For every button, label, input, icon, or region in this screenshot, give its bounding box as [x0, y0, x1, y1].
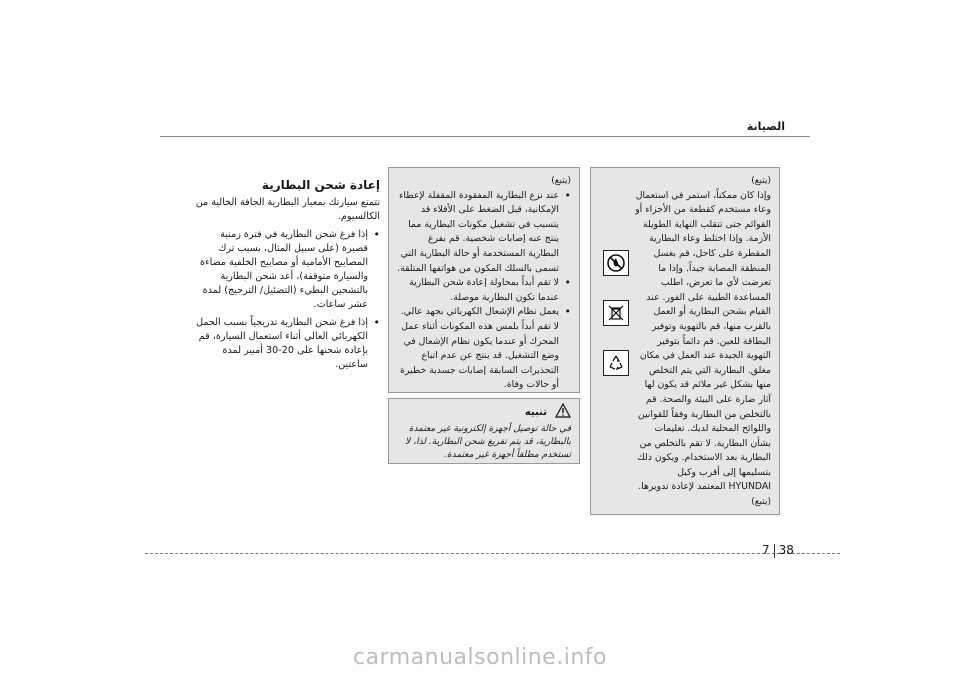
caution-title: تنبيه: [524, 406, 547, 418]
warning-item: • عند نزع البطارية المفقودة المقفلة لإعطاء الإمكانية، قبل الضغط على الأقلاء قد يتسبب في تشغيل مكونات البطارية مما ينتج عنه إصابات شخصية. قم بفرغ البطارية المستخدمة أو حالة البطارية التي تسمى بالسلك المكون من هواتفها المتلقة.: [397, 189, 571, 277]
page-number-separator: [774, 544, 775, 558]
page-header-title: الصيانة: [746, 120, 785, 133]
warning-item: • لا تقم أبداً بمحاولة إعادة شحن البطارية عندما تكون البطارية موصلة.: [397, 276, 571, 305]
continued-tag-top: (يتبع): [751, 176, 771, 186]
caution-text: في حالة توصيل أجهزة إلكترونية غير معتمدة بالبطارية، قد يتم تفريغ شحن البطارية. لذا، لا تستخدم مطلقاً أجهزة غير معتمدة.: [405, 424, 571, 460]
crossed-bin-icon: [603, 300, 629, 326]
warning-item: • يعمل نظام الإشعال الكهربائي بجهد عالي. لا تقم أبداً بلمس هذه المكونات أثناء عمل المحرك أو عندما يكون نظام الإشعال في وضع التشغيل. قد ينتج عن عدم اتباع التحذيرات السابقة إصابات جسدية خطيرة أو حالات وفاة.: [397, 305, 571, 393]
no-fire-icon: [603, 250, 629, 276]
header-divider: [160, 136, 810, 137]
caution-box: [388, 398, 580, 464]
warning-triangle-icon: [555, 403, 571, 421]
footer-divider: [145, 553, 840, 554]
env-icon-column: [599, 250, 629, 400]
recharge-item: • إذا فرغ شحن البطارية في فترة زمنية قصيرة (على سبيل المثال، بسبب ترك المصابيح الأمامية أو مصابيح الخلفية مضاءة والسيارة متوقفة)، أعد شحن البطارية بالتشحين البطيء (التضئيل/ الترجيج) لمدة عشر ساعات.: [195, 228, 380, 312]
section-title: إعادة شحن البطارية: [261, 178, 380, 192]
warning-list: [397, 189, 571, 393]
page-index: 38: [778, 543, 794, 557]
chapter-number: 7: [762, 543, 770, 557]
recharge-list: [195, 228, 380, 372]
recharge-item: • إذا فرغ شحن البطارية تدريجياً بسبب الحمل الكهربائي العالي أثناء استعمال السيارة، قم بإعادة شحنها على 20-30 أمبير لمدة ساعتين.: [195, 316, 380, 372]
recycle-icon: [603, 350, 629, 376]
page-number: [762, 543, 794, 558]
continued-tag: (يتبع): [551, 176, 571, 186]
watermark: carmanualsonline.info: [353, 645, 607, 670]
section-intro: تتمتع سيارتك بمعيار البطارية الجافة الخالية من الكالسيوم.: [195, 197, 380, 222]
battery-warning-box: [388, 167, 580, 393]
disposal-text: وإذا كان ممكناً، استمر في استعمال وعاء مستخدم كقطعة من الأجزاء أو القوائم حتى تتقلب النهاية الطويلة الأزمة. وإذا اختلط وعاء البطارية المقطرة على كاحل، قم بغسل المنطقة المصابة جيداً. وإذا ما تعرضت لأي ما تعرض، اطلب المساعدة الطبية على الفور. عند القيام بشحن البطارية أو العمل بالقرب منها، قم بالتهوية وتوفير البطاقة للعين. قم دائماً بتوفير التهوية الجيدة عند العمل في مكان مغلق. البطارية التي يتم التخلص منها بشكل غير ملائم قد يكون لها آثار ضارة على البيئة والصحة. قم بالتخلص من البطارية وفقاً للقوانين واللوائح المحلية لديك. تعليمات بشأن البطارية. لا تقم بالتخلص من البطارية بعد الاستخدام. ويكون ذلك بتسليمها إلى أقرب وكيل HYUNDAI المعتمد لإعادة تدويرها.: [635, 189, 771, 493]
recharging-section: [195, 178, 380, 372]
battery-disposal-box: [590, 167, 780, 515]
continued-tag-bottom: (يتبع): [751, 497, 771, 508]
